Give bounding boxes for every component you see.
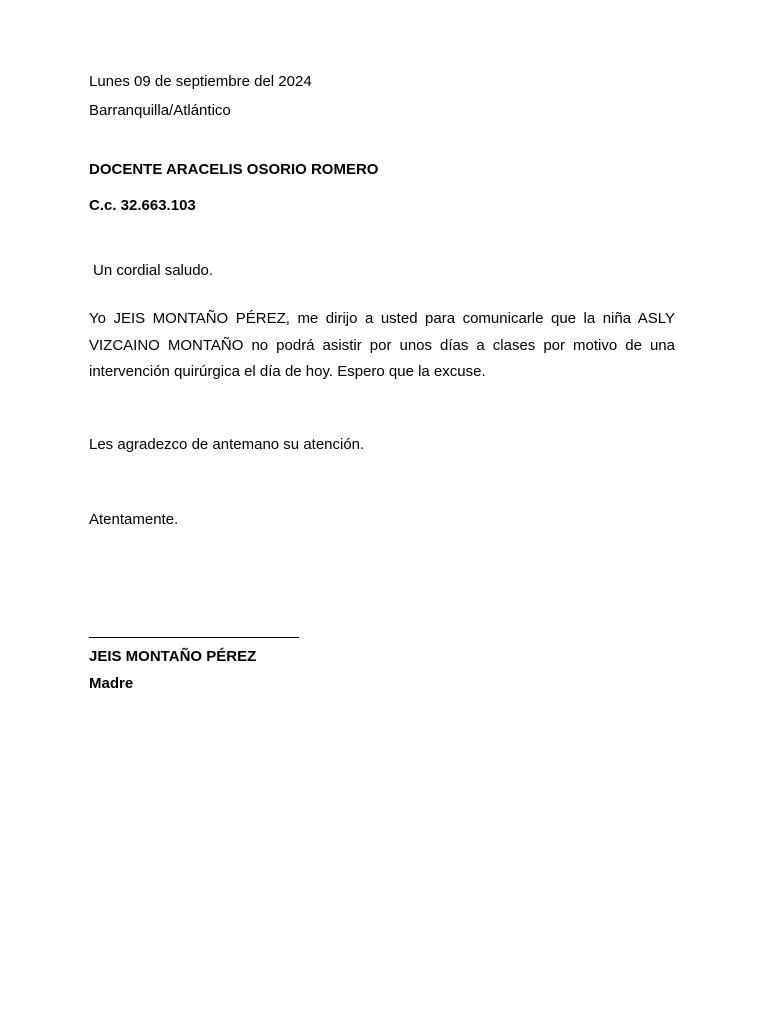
thanks-line: Les agradezco de antemano su atención. <box>89 436 365 453</box>
letter-date: Lunes 09 de septiembre del 2024 <box>89 73 312 90</box>
signature-line <box>89 637 299 638</box>
recipient-id: C.c. 32.663.103 <box>89 197 196 214</box>
signer-role: Madre <box>89 675 134 692</box>
greeting: Un cordial saludo. <box>93 262 214 279</box>
recipient-name: DOCENTE ARACELIS OSORIO ROMERO <box>89 161 379 178</box>
letter-body: Yo JEIS MONTAÑO PÉREZ, me dirijo a usted para comunicarle que la niña ASLY VIZCAINO MONTAÑO no podrá asistir por unos días a clases por motivo de una intervención quirúrgica el día de hoy. Espero que la excuse. <box>89 310 675 380</box>
closing-line: Atentamente. <box>89 511 179 528</box>
signer-name: JEIS MONTAÑO PÉREZ <box>89 648 257 665</box>
letter-city: Barranquilla/Atlántico <box>89 102 231 119</box>
